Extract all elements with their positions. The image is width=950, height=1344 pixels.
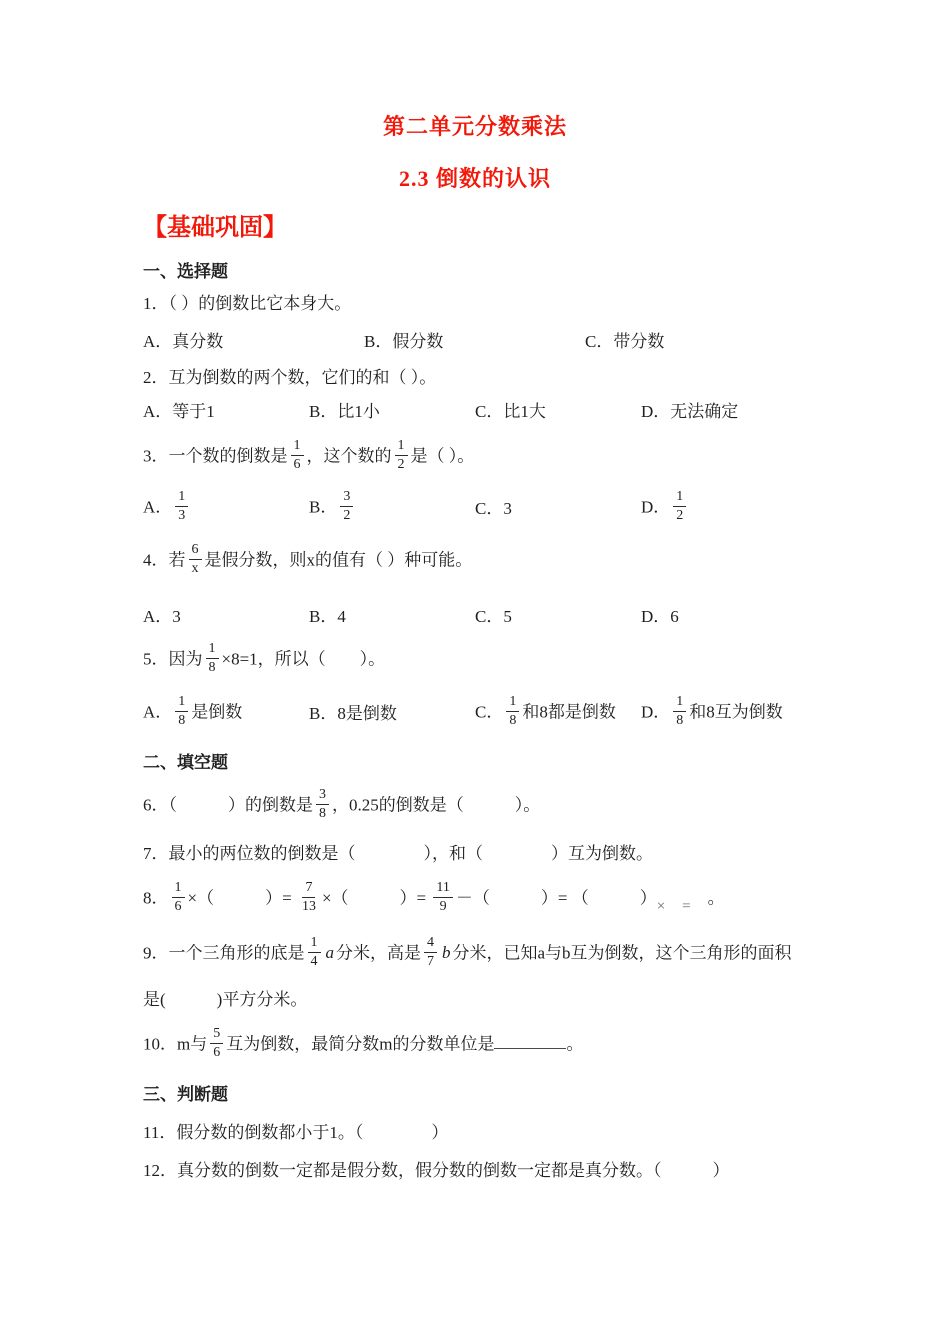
question-3-option-c	[475, 497, 641, 521]
question-4-option-d	[641, 605, 679, 629]
text-run: 分米，高是	[336, 943, 421, 963]
text-run: C．比1大	[475, 402, 546, 421]
fraction	[189, 542, 202, 577]
question-4	[143, 542, 950, 581]
text-run: 4．若	[143, 550, 186, 570]
text-run: ，这个数的	[306, 446, 392, 466]
text-run: 7．最小的两位数的倒数是（ ），和（ ）互为倒数。	[143, 844, 653, 863]
question-5-option-a	[143, 694, 309, 733]
fraction	[395, 438, 408, 473]
question-9-line-1	[143, 935, 950, 974]
text-run: 11．假分数的倒数都小于1。（ ）	[143, 1123, 449, 1142]
question-4-option-b	[309, 605, 475, 629]
text-run: D．	[641, 497, 671, 517]
fraction-denominator: 6	[213, 1045, 221, 1060]
text-run: 互为倒数，最简分数m的分数单位是	[226, 1034, 495, 1054]
question-5-option-d	[641, 694, 783, 733]
fraction	[299, 880, 319, 915]
fraction	[175, 489, 188, 524]
fraction	[291, 438, 304, 473]
text-run: D．	[641, 702, 671, 722]
fraction	[340, 489, 353, 524]
question-3-options	[143, 489, 950, 528]
fraction-numerator: 1	[673, 694, 686, 712]
fraction-numerator: 1	[506, 694, 519, 712]
question-1-option-b	[364, 330, 585, 354]
fraction	[673, 694, 686, 729]
fraction-numerator: 1	[206, 641, 219, 659]
text-run: B．4	[309, 607, 346, 626]
question-8	[143, 880, 950, 919]
text-run: B．比1小	[309, 402, 380, 421]
fraction-denominator: 2	[397, 457, 405, 472]
question-9-line-2	[143, 988, 950, 1012]
section-basic-label: 【基础巩固】	[143, 215, 287, 241]
question-2-option-c	[475, 400, 641, 424]
text-run: 是倒数	[191, 702, 243, 722]
fraction-numerator: 1	[395, 438, 408, 456]
fraction	[308, 935, 321, 970]
fraction	[206, 641, 219, 676]
text-run: 。	[690, 888, 725, 908]
question-3	[143, 438, 950, 477]
part-choice-heading: 一、选择题	[143, 262, 228, 281]
answer-blank-line	[494, 1033, 566, 1049]
fraction-denominator: 6	[293, 457, 301, 472]
fraction	[175, 694, 188, 729]
fraction	[210, 1026, 223, 1061]
question-11	[143, 1121, 950, 1145]
text-run: A．3	[143, 607, 181, 626]
text-run: ×（ ）=	[187, 888, 296, 908]
fraction	[433, 880, 452, 915]
unit-title: 第二单元分数乘法	[382, 114, 567, 139]
text-run: B．假分数	[364, 332, 444, 351]
fraction-denominator: 7	[427, 954, 434, 969]
text-run: D．无法确定	[641, 402, 739, 421]
text-run: 分米，已知a与b互为倒数，这个三角形的面积	[452, 943, 792, 963]
text-run: C．3	[475, 498, 512, 518]
question-3-option-b	[309, 489, 475, 528]
fraction	[506, 694, 519, 729]
text-run: A．真分数	[143, 332, 224, 351]
text-run: －（ ）= （ ）	[455, 888, 657, 908]
text-run: 5．因为	[143, 649, 203, 669]
question-10	[143, 1026, 950, 1065]
question-4-option-c	[475, 605, 641, 629]
question-1-options	[143, 330, 950, 354]
fraction-numerator: 5	[210, 1026, 223, 1044]
question-1	[143, 292, 950, 316]
text-run: 是假分数，则x的值有（ ）种可能。	[204, 550, 473, 570]
fraction-numerator: 1	[673, 489, 686, 507]
question-1-option-a	[143, 330, 364, 354]
text-run: A．	[143, 497, 173, 517]
math-variable: a	[325, 943, 334, 963]
text-run: B．8是倒数	[309, 703, 397, 723]
fraction-denominator: 6	[174, 899, 182, 914]
fraction-denominator: 4	[310, 954, 318, 969]
text-run: ×（ ）=	[321, 888, 431, 908]
question-5	[143, 641, 950, 680]
text-run: 12．真分数的倒数一定都是假分数，假分数的倒数一定都是真分数。（ ）	[143, 1161, 730, 1180]
fraction	[316, 787, 329, 822]
fraction-numerator: 6	[189, 542, 202, 560]
text-run: 9．一个三角形的底是	[143, 943, 305, 963]
text-run	[665, 888, 682, 907]
question-5-option-b	[309, 702, 475, 726]
text-run: 是( )平方分米。	[143, 990, 308, 1009]
question-3-option-a	[143, 489, 309, 528]
fraction-numerator: 7	[302, 880, 315, 898]
fraction	[424, 935, 437, 970]
question-3-option-d	[641, 489, 689, 528]
math-variable: b	[442, 943, 451, 963]
text-run: ，0.25的倒数是（ ）。	[332, 795, 541, 815]
fraction-denominator: 8	[319, 806, 326, 821]
fraction-numerator: 3	[316, 787, 329, 805]
text-run: C．5	[475, 607, 512, 626]
fraction-numerator: 1	[172, 880, 185, 898]
question-12	[143, 1159, 950, 1183]
fraction-numerator: 1	[291, 438, 304, 456]
fraction	[673, 489, 686, 524]
text-run: 3．一个数的倒数是	[143, 446, 288, 466]
part-fill-heading: 二、填空题	[143, 753, 228, 772]
fraction-denominator: 8	[676, 713, 684, 728]
question-2-option-d	[641, 400, 738, 424]
fraction-denominator: x	[191, 561, 199, 576]
fraction-numerator: 11	[433, 880, 452, 898]
text-run: C．	[475, 702, 504, 722]
question-5-option-c	[475, 694, 641, 733]
question-1-option-c	[585, 330, 664, 354]
text-run: 8．	[143, 888, 169, 908]
question-6	[143, 787, 950, 826]
lesson-title: 2.3 倒数的认识	[398, 166, 551, 191]
fraction-numerator: 1	[175, 694, 188, 712]
fraction-numerator: 4	[424, 935, 437, 953]
fraction-denominator: 13	[301, 899, 316, 914]
text-run: A．等于1	[143, 402, 215, 421]
question-2-option-a	[143, 400, 309, 424]
fraction-numerator: 3	[340, 489, 353, 507]
fraction-denominator: 8	[178, 713, 186, 728]
fraction-numerator: 1	[308, 935, 321, 953]
question-2-option-b	[309, 400, 475, 424]
fraction-denominator: 9	[439, 899, 447, 914]
question-2-options	[143, 400, 950, 424]
question-7	[143, 842, 950, 866]
fraction-denominator: 8	[208, 660, 216, 675]
lowered-symbol: =	[682, 898, 691, 915]
text-run: A．	[143, 702, 173, 722]
fraction-numerator: 1	[175, 489, 188, 507]
text-run: 和8互为倒数	[689, 702, 783, 722]
text-run: 和8都是倒数	[522, 702, 616, 722]
fraction-denominator: 3	[178, 508, 186, 523]
text-run: ×8=1，所以（ ）。	[221, 649, 386, 669]
fraction-denominator: 2	[676, 508, 684, 523]
text-run: 。	[566, 1034, 584, 1054]
text-run: 1．（ ）的倒数比它本身大。	[143, 294, 352, 313]
question-5-options	[143, 694, 950, 733]
text-run: 10．m与	[143, 1034, 208, 1054]
text-run: D．6	[641, 607, 679, 626]
question-2	[143, 366, 950, 390]
question-4-options	[143, 605, 950, 629]
lowered-symbol: ×	[656, 898, 666, 915]
text-run: 是（ ）。	[410, 446, 475, 466]
text-run: C．带分数	[585, 332, 665, 351]
fraction-denominator: 2	[343, 508, 351, 523]
fraction	[172, 880, 185, 915]
text-run: B．	[309, 497, 338, 517]
part-judge-heading: 三、判断题	[143, 1085, 228, 1104]
text-run: 2．互为倒数的两个数，它们的和（ ）。	[143, 368, 437, 387]
question-4-option-a	[143, 605, 309, 629]
text-run: 6．（ ）的倒数是	[143, 795, 313, 815]
fraction-denominator: 8	[509, 713, 517, 728]
